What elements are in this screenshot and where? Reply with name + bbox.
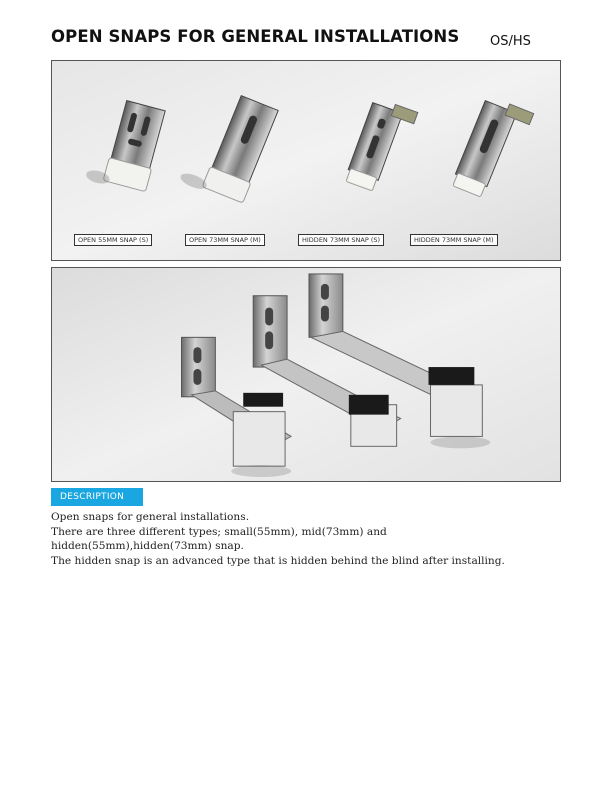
installed-brackets-photo <box>51 267 561 482</box>
page-title: OPEN SNAPS FOR GENERAL INSTALLATIONS <box>51 27 460 46</box>
snap-types-photo <box>51 60 561 261</box>
description-line: The hidden snap is an advanced type that is hidden behind the blind after installing. <box>51 554 505 567</box>
description-text <box>51 510 571 568</box>
description-line: Open snaps for general installations. <box>51 511 250 523</box>
snap-label-open-55: OPEN 55MM SNAP (S) <box>74 234 152 246</box>
snap-label-open-73: OPEN 73MM SNAP (M) <box>185 234 265 246</box>
description-tag: DESCRIPTION <box>51 488 143 506</box>
snap-label-hidden-73-s: HIDDEN 73MM SNAP (S) <box>298 234 384 246</box>
snap-label-hidden-73-m: HIDDEN 73MM SNAP (M) <box>410 234 498 246</box>
description-line: There are three different types; small(55mm), mid(73mm) and <box>51 525 387 538</box>
description-line: hidden(55mm),hidden(73mm) snap. <box>51 540 244 552</box>
product-code: OS/HS <box>490 34 531 49</box>
